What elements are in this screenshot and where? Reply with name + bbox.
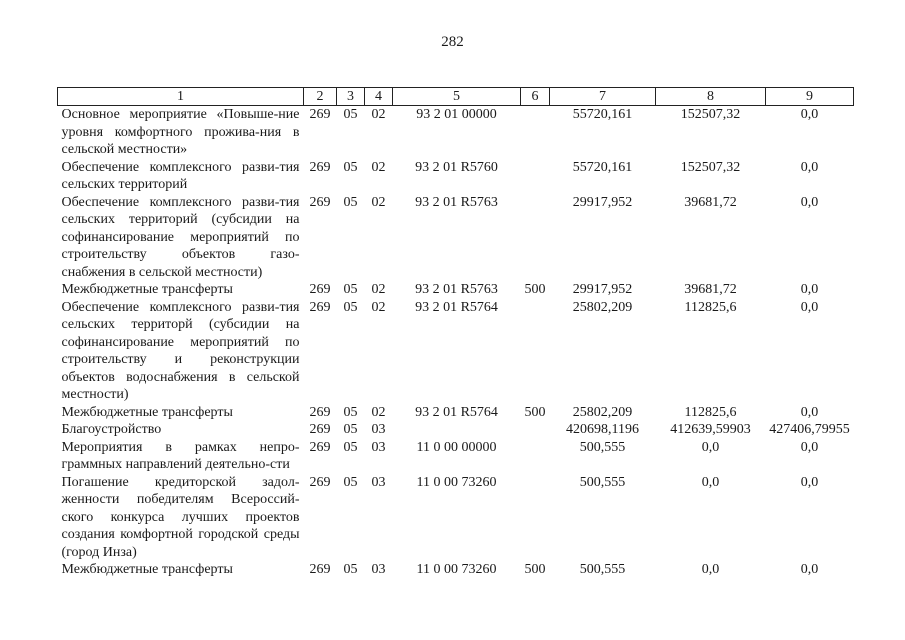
cell-amount-8: 0,0 — [701, 474, 720, 490]
table-row — [58, 194, 854, 282]
page-number: 282 — [441, 34, 464, 50]
cell-target-article — [393, 421, 521, 439]
cell-amount-7: 25802,209 — [572, 299, 633, 315]
column-header-4: 4 — [365, 88, 393, 106]
column-header-3: 3 — [337, 88, 365, 106]
cell-amount-7: 29917,952 — [572, 194, 633, 210]
cell-target-article: 93 2 01 R5763 — [415, 282, 498, 297]
cell-ministry: 269 — [309, 299, 331, 315]
table-row — [58, 561, 854, 579]
cell-expense-type: 500 — [524, 562, 546, 577]
budget-table — [57, 87, 854, 579]
cell-amount-7: 500,555 — [579, 474, 626, 490]
cell-target-article: 93 2 01 R5763 — [415, 194, 498, 210]
cell-amount-9: 0,0 — [800, 439, 819, 455]
column-header-6: 6 — [521, 88, 550, 106]
cell-ministry: 269 — [309, 422, 331, 437]
cell-section: 05 — [343, 439, 358, 455]
cell-expense-type — [521, 299, 550, 404]
cell-subsection: 02 — [371, 159, 386, 175]
cell-section: 05 — [343, 404, 358, 420]
row-name: Межбюджетные трансферты — [61, 404, 233, 420]
cell-section: 05 — [343, 282, 358, 297]
cell-amount-8: 39681,72 — [684, 194, 737, 210]
cell-amount-9: 427406,79955 — [769, 422, 850, 437]
column-header-1: 1 — [58, 88, 304, 106]
cell-expense-type — [521, 159, 550, 194]
cell-target-article: 93 2 01 R5764 — [415, 299, 498, 315]
cell-amount-7: 500,555 — [579, 562, 626, 577]
row-name: Межбюджетные трансферты — [61, 562, 233, 577]
cell-subsection: 03 — [371, 439, 386, 455]
cell-subsection: 03 — [371, 422, 386, 437]
cell-amount-8: 112825,6 — [684, 299, 737, 315]
cell-target-article: 11 0 00 00000 — [416, 439, 497, 455]
cell-section: 05 — [343, 107, 358, 122]
row-name: Обеспечение комплексного разви-тия сельских территорий (субсидии на софинансирование мероприятий по строительству объектов газо-снабжения в сельской местности) — [61, 194, 300, 280]
cell-expense-type: 500 — [524, 282, 546, 297]
cell-expense-type: 500 — [524, 404, 546, 420]
cell-target-article: 11 0 00 73260 — [416, 474, 497, 490]
cell-amount-9: 0,0 — [800, 474, 819, 490]
cell-ministry: 269 — [309, 439, 331, 455]
cell-amount-9: 0,0 — [800, 404, 819, 420]
cell-amount-9: 0,0 — [800, 282, 819, 297]
cell-amount-7: 420698,1196 — [566, 422, 639, 437]
table-row — [58, 159, 854, 194]
cell-amount-7: 55720,161 — [572, 107, 633, 122]
cell-expense-type — [521, 474, 550, 562]
cell-section: 05 — [343, 299, 358, 315]
cell-amount-7: 55720,161 — [572, 159, 633, 175]
cell-target-article: 93 2 01 R5760 — [415, 159, 498, 175]
cell-ministry: 269 — [309, 404, 331, 420]
cell-ministry: 269 — [309, 474, 331, 490]
cell-amount-9: 0,0 — [800, 159, 819, 175]
cell-amount-9: 0,0 — [800, 194, 819, 210]
table-row — [58, 281, 854, 299]
table-row — [58, 421, 854, 439]
cell-subsection: 03 — [371, 474, 386, 490]
column-header-5: 5 — [393, 88, 521, 106]
column-header-9: 9 — [766, 88, 854, 106]
cell-amount-7: 500,555 — [579, 439, 626, 455]
cell-section: 05 — [343, 194, 358, 210]
cell-ministry: 269 — [309, 159, 331, 175]
cell-expense-type — [521, 439, 550, 474]
cell-subsection: 02 — [371, 194, 386, 210]
cell-section: 05 — [343, 159, 358, 175]
table-row — [58, 106, 854, 159]
column-header-7: 7 — [550, 88, 656, 106]
cell-subsection: 02 — [371, 404, 386, 420]
column-header-2: 2 — [304, 88, 337, 106]
row-name: Погашение кредиторской задол-женности победителям Всероссий-ского конкурса лучших проектов создания комфортной городской среды (город Инза) — [61, 474, 300, 560]
cell-amount-8: 0,0 — [701, 439, 720, 455]
row-name: Основное мероприятие «Повыше-ние уровня комфортного прожива-ния в сельской местности» — [61, 107, 300, 157]
row-name: Обеспечение комплексного разви-тия сельских территорй (субсидии на софинансирование мероприятий по строительству и реконструкции объектов водоснабжения в сельской местности) — [61, 299, 300, 402]
cell-amount-8: 152507,32 — [680, 159, 741, 175]
cell-target-article: 11 0 00 73260 — [416, 562, 497, 577]
row-name: Мероприятия в рамках непро-граммных направлений деятельно-сти — [61, 439, 300, 472]
row-name: Межбюджетные трансферты — [61, 282, 233, 297]
cell-amount-8: 0,0 — [701, 562, 720, 577]
table-row — [58, 439, 854, 474]
cell-section: 05 — [343, 422, 358, 437]
table-row — [58, 299, 854, 404]
cell-amount-7: 29917,952 — [572, 282, 633, 297]
cell-target-article: 93 2 01 R5764 — [415, 404, 498, 420]
cell-ministry: 269 — [309, 282, 331, 297]
cell-ministry: 269 — [309, 107, 331, 122]
column-header-8: 8 — [656, 88, 766, 106]
cell-expense-type — [521, 421, 550, 439]
cell-section: 05 — [343, 474, 358, 490]
cell-amount-8: 412639,59903 — [670, 422, 751, 437]
cell-expense-type — [521, 194, 550, 282]
table-row — [58, 474, 854, 562]
cell-subsection: 02 — [371, 299, 386, 315]
cell-subsection: 02 — [371, 107, 386, 122]
cell-amount-8: 152507,32 — [680, 107, 741, 122]
cell-amount-9: 0,0 — [800, 107, 819, 122]
cell-amount-9: 0,0 — [800, 299, 819, 315]
cell-subsection: 02 — [371, 282, 386, 297]
table-row — [58, 404, 854, 422]
cell-target-article: 93 2 01 00000 — [416, 107, 497, 122]
row-name: Благоустройство — [61, 422, 162, 437]
cell-ministry: 269 — [309, 562, 331, 577]
cell-amount-8: 112825,6 — [684, 404, 737, 420]
cell-subsection: 03 — [371, 562, 386, 577]
cell-section: 05 — [343, 562, 358, 577]
row-name: Обеспечение комплексного разви-тия сельских территорий — [61, 159, 300, 192]
cell-amount-7: 25802,209 — [572, 404, 633, 420]
cell-ministry: 269 — [309, 194, 331, 210]
cell-amount-9: 0,0 — [800, 562, 819, 577]
cell-amount-8: 39681,72 — [684, 282, 737, 297]
cell-expense-type — [521, 106, 550, 159]
table-header-row — [58, 88, 854, 106]
